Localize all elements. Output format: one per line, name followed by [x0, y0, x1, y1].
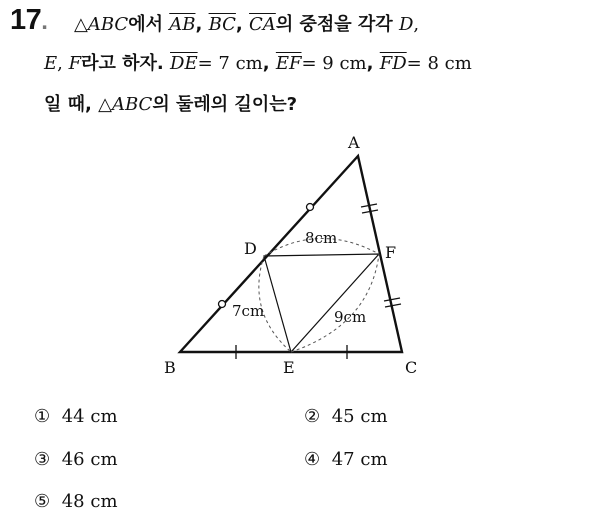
- choice-text: 44 cm: [61, 406, 118, 427]
- tick-mark-ab-upper: [307, 204, 314, 211]
- point-a-label: A: [348, 133, 360, 152]
- tick-mark-ab-lower: [219, 301, 226, 308]
- question-text: 의 둘레의 길이는?: [152, 94, 298, 115]
- separator: ,: [235, 14, 250, 35]
- segment-ca: $\overline{CA}$: [249, 14, 276, 35]
- length-label-de: 7cm: [232, 302, 265, 320]
- point-c-label: C: [405, 358, 418, 377]
- question-text: 의 중점을 각각: [275, 14, 399, 35]
- choice-5[interactable]: [34, 491, 118, 512]
- choice-number: ④: [304, 449, 321, 470]
- question-text: 일 때,: [44, 94, 99, 115]
- triangle-name: ABC: [112, 94, 153, 115]
- separator: ,: [413, 14, 420, 35]
- point-d-text: D: [398, 14, 414, 35]
- length-label-ef: 9cm: [334, 308, 367, 326]
- question-number: 17.: [10, 4, 48, 36]
- question-text: 에서: [128, 14, 170, 35]
- segment-de: $\overline{DE}$: [170, 53, 198, 74]
- choice-number: ③: [34, 449, 51, 470]
- triangle-symbol: △: [98, 94, 112, 115]
- segment-ab: $\overline{AB}$: [169, 14, 196, 35]
- choice-text: 45 cm: [331, 406, 388, 427]
- point-d-label: D: [244, 239, 257, 258]
- length-ef: = 9 cm: [301, 53, 367, 74]
- choice-number: ⑤: [34, 491, 51, 512]
- point-b-label: B: [164, 358, 176, 377]
- length-fd: = 8 cm: [406, 53, 472, 74]
- length-de: = 7 cm: [197, 53, 263, 74]
- segment-fd: $\overline{FD}$: [379, 53, 407, 74]
- choice-2[interactable]: [304, 406, 388, 427]
- point-f-text: F: [68, 53, 82, 74]
- separator: ,: [195, 14, 209, 35]
- segment-bc: $\overline{BC}$: [208, 14, 236, 35]
- question-text: 라고 하자.: [81, 53, 171, 74]
- separator: ,: [366, 53, 380, 74]
- choice-4[interactable]: [304, 449, 388, 470]
- length-label-df: 8cm: [305, 229, 338, 247]
- point-f-label: F: [385, 243, 397, 262]
- separator: ,: [57, 53, 69, 74]
- segment-ef: $\overline{EF}$: [275, 53, 302, 74]
- triangle-def: [264, 254, 379, 352]
- point-e-text: E: [44, 53, 58, 74]
- tick-mark-ac-lower: [384, 298, 401, 307]
- triangle-symbol: △: [74, 14, 88, 35]
- choice-1[interactable]: [34, 406, 118, 427]
- choice-text: 46 cm: [61, 449, 118, 470]
- choice-text: 48 cm: [61, 491, 118, 512]
- choice-3[interactable]: [34, 449, 118, 470]
- point-e-label: E: [283, 358, 295, 377]
- separator: ,: [262, 53, 276, 74]
- choice-number: ②: [304, 406, 321, 427]
- choice-text: 47 cm: [331, 449, 388, 470]
- choice-number: ①: [34, 406, 51, 427]
- triangle-name: ABC: [87, 14, 129, 35]
